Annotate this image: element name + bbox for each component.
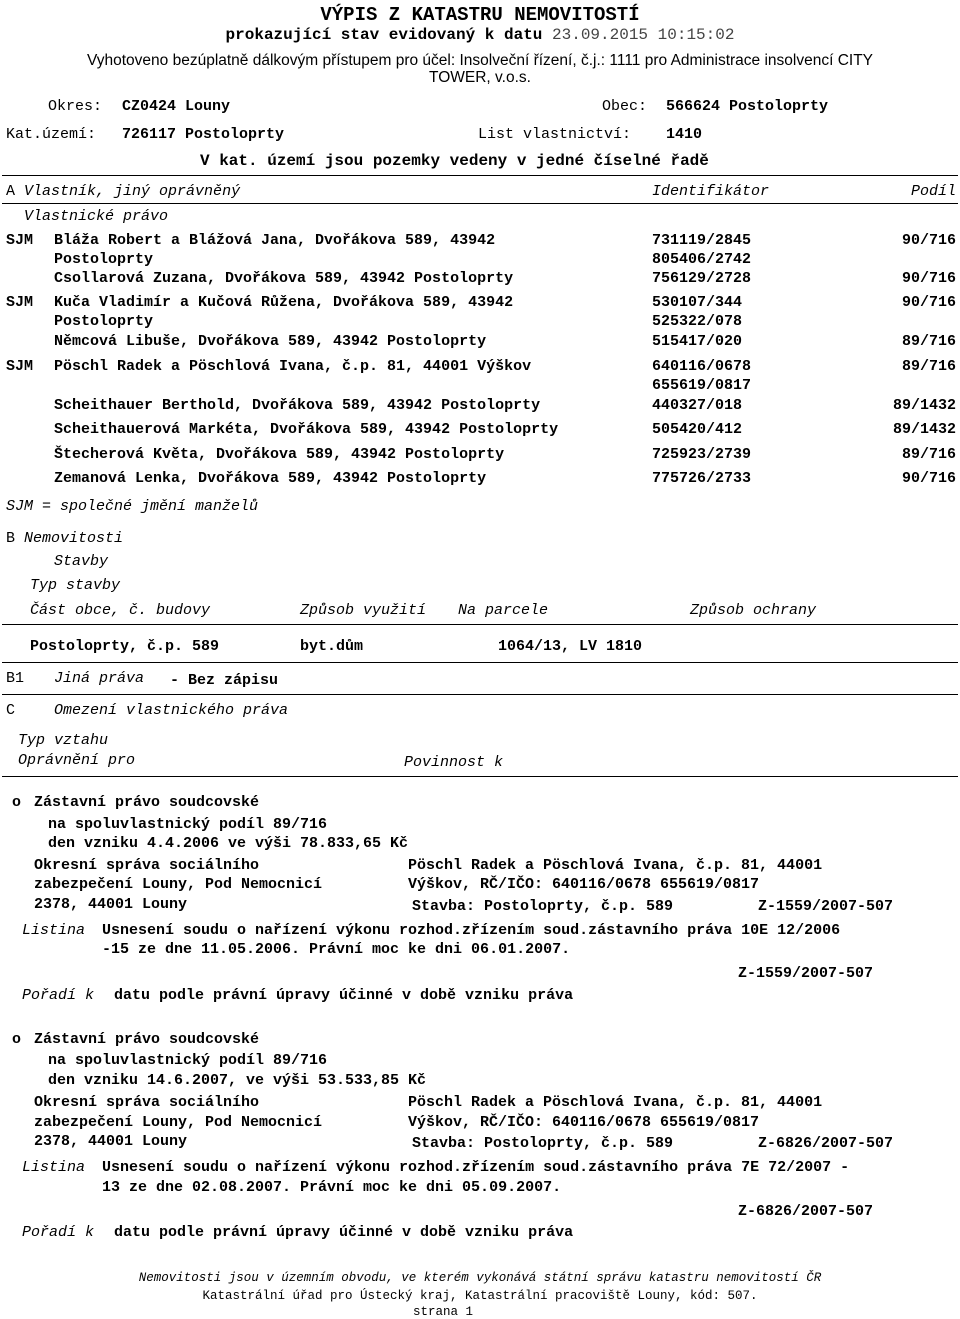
col-protection: Způsob ochrany — [690, 602, 817, 619]
footer-line-1: Nemovitosti jsou v územním obvodu, ve kterém vykonává státní správu katastru nemovitostí ČR — [138, 1271, 822, 1285]
owner-id: 530107/344 — [652, 294, 743, 311]
owner-name: Scheithauer Berthold, Dvořákova 589, 43942 Postoloprty — [54, 397, 541, 414]
building-parcel: 1064/13, LV 1810 — [498, 638, 643, 655]
debtor-line: Pöschl Radek a Pöschlová Ivana, č.p. 81, 44001 — [408, 857, 823, 874]
obec-label: Obec: — [602, 98, 648, 115]
divider — [2, 694, 958, 695]
col-authorized-for: Oprávnění pro — [18, 752, 136, 769]
owner-name: Bláža Robert a Blážová Jana, Dvořákova 589, 43942 — [54, 232, 496, 249]
footer-line-2: Katastrální úřad pro Ústecký kraj, Katastrální pracoviště Louny, kód: 507. — [202, 1289, 758, 1303]
list-label: List vlastnictví: — [478, 126, 632, 143]
lien-title: Zástavní právo soudcovské — [34, 1031, 260, 1048]
debtor-line: Stavba: Postoloprty, č.p. 589 — [412, 898, 674, 915]
divider — [2, 624, 958, 625]
katuzemi-value: 726117 Postoloprty — [122, 126, 285, 143]
debtor-line: Stavba: Postoloprty, č.p. 589 — [412, 1135, 674, 1152]
owner-id: 731119/2845 — [652, 232, 752, 249]
owner-id: 525322/078 — [652, 313, 743, 330]
lien-reference: Z-1559/2007-507 — [758, 898, 894, 915]
divider — [2, 203, 958, 204]
listina-text: Usnesení soudu o nařízení výkonu rozhod.zřízením soud.zástavního práva 7E 72/2007 - — [102, 1159, 850, 1176]
divider — [2, 776, 958, 777]
subtitle-label: prokazující stav evidovaný k datu — [225, 26, 543, 44]
lien-date-amount: den vzniku 4.4.2006 ve výši 78.833,65 Kč — [48, 835, 409, 852]
listina-text: 13 ze dne 02.08.2007. Právní moc ke dni 05.09.2007. — [102, 1179, 562, 1196]
debtor-line: Pöschl Radek a Pöschlová Ivana, č.p. 81, 44001 — [408, 1094, 823, 1111]
owner-name: Němcová Libuše, Dvořákova 589, 43942 Postoloprty — [54, 333, 487, 350]
owner-share: 89/1432 — [892, 397, 956, 414]
owner-name: Postoloprty — [54, 313, 154, 330]
owner-share: 90/716 — [901, 270, 956, 287]
owner-id: 756129/2728 — [652, 270, 752, 287]
poradi-label: Pořadí k — [22, 1224, 95, 1241]
owner-share: 90/716 — [901, 470, 956, 487]
listina-text: -15 ze dne 11.05.2006. Právní moc ke dni 06.01.2007. — [102, 941, 571, 958]
creditor-line: Okresní správa sociálního — [34, 1094, 260, 1111]
document-title: VÝPIS Z KATASTRU NEMOVITOSTÍ — [320, 4, 640, 26]
section-a-heading — [6, 183, 240, 200]
creditor-line: zabezpečení Louny, Pod Nemocnicí — [34, 876, 323, 893]
col-use: Způsob využití — [300, 602, 427, 619]
owner-id: 515417/020 — [652, 333, 743, 350]
obec-value: 566624 Postoloprty — [666, 98, 829, 115]
building-use: byt.dům — [300, 638, 364, 655]
owner-prefix: SJM — [6, 294, 34, 311]
owner-name: Pöschl Radek a Pöschlová Ivana, č.p. 81, 44001 Výškov — [54, 358, 532, 375]
section-letter: B — [6, 530, 16, 547]
lien-date-amount: den vzniku 14.6.2007, ve výši 53.533,85 Kč — [48, 1072, 427, 1089]
owner-share: 89/716 — [901, 358, 956, 375]
katuzemi-label: Kat.území: — [6, 126, 97, 143]
owner-id: 440327/018 — [652, 397, 743, 414]
section-title: Nemovitosti — [24, 530, 124, 547]
owner-share: 89/1432 — [892, 421, 956, 438]
owner-name: Kuča Vladimír a Kučová Růžena, Dvořákova 589, 43942 — [54, 294, 514, 311]
poradi-text: datu podle právní úpravy účinné v době vzniku práva — [114, 987, 574, 1004]
divider — [2, 175, 958, 176]
col-duty-to: Povinnost k — [404, 754, 504, 771]
owner-share: 90/716 — [901, 294, 956, 311]
okres-value: CZ0424 Louny — [122, 98, 231, 115]
footer-page-number: strana 1 — [412, 1305, 473, 1319]
section-a-subheading: Vlastnické právo — [24, 208, 169, 225]
owner-id: 725923/2739 — [652, 446, 752, 463]
section-b-sub-typ: Typ stavby — [30, 577, 121, 594]
creditor-line: 2378, 44001 Louny — [34, 1133, 188, 1150]
owner-name: Csollarová Zuzana, Dvořákova 589, 43942 Postoloprty — [54, 270, 514, 287]
creditor-line: zabezpečení Louny, Pod Nemocnicí — [34, 1114, 323, 1131]
owner-share: 89/716 — [901, 333, 956, 350]
poradi-text: datu podle právní úpravy účinné v době vzniku práva — [114, 1224, 574, 1241]
divider — [2, 662, 958, 663]
col-share: Podíl — [910, 183, 956, 200]
purpose-line-2: TOWER, v.o.s. — [429, 69, 531, 86]
col-identifier: Identifikátor — [652, 183, 770, 200]
section-title: Vlastník, jiný oprávněný — [24, 183, 241, 200]
debtor-line: Výškov, RČ/IČO: 640116/0678 655619/0817 — [408, 876, 760, 893]
debtor-line: Výškov, RČ/IČO: 640116/0678 655619/0817 — [408, 1114, 760, 1131]
col-parcel: Na parcele — [458, 602, 549, 619]
listina-label: Listina — [22, 922, 86, 939]
section-b1-value: - Bez zápisu — [170, 672, 279, 689]
listina-text: Usnesení soudu o nařízení výkonu rozhod.zřízením soud.zástavního práva 10E 12/2006 — [102, 922, 841, 939]
listina-label: Listina — [22, 1159, 86, 1176]
owner-prefix: SJM — [6, 232, 34, 249]
col-part: Část obce, č. budovy — [30, 602, 211, 619]
lien-share: na spoluvlastnický podíl 89/716 — [48, 1052, 328, 1069]
location-note: V kat. území jsou pozemky vedeny v jedné číselné řadě — [200, 152, 709, 170]
lien-reference: Z-6826/2007-507 — [738, 1203, 874, 1220]
section-c-heading: Omezení vlastnického práva — [54, 702, 289, 719]
section-b-sub-stavby: Stavby — [54, 553, 109, 570]
owner-name: Scheithauerová Markéta, Dvořákova 589, 43942 Postoloprty — [54, 421, 559, 438]
section-b1-letter: B1 — [6, 670, 25, 687]
col-relation-type: Typ vztahu — [18, 732, 109, 749]
owner-id: 640116/0678 — [652, 358, 752, 375]
creditor-line: 2378, 44001 Louny — [34, 896, 188, 913]
owner-name: Postoloprty — [54, 251, 154, 268]
lien-share: na spoluvlastnický podíl 89/716 — [48, 816, 328, 833]
section-b1-heading: Jiná práva — [54, 670, 145, 687]
owner-id: 805406/2742 — [652, 251, 752, 268]
lien-reference: Z-1559/2007-507 — [738, 965, 874, 982]
bullet: o — [12, 794, 22, 811]
building-part: Postoloprty, č.p. 589 — [30, 638, 220, 655]
owner-name: Zemanová Lenka, Dvořákova 589, 43942 Postoloprty — [54, 470, 487, 487]
poradi-label: Pořadí k — [22, 987, 95, 1004]
bullet: o — [12, 1031, 22, 1048]
section-b-heading — [6, 530, 123, 547]
sjm-note: SJM = společné jmění manželů — [6, 498, 259, 515]
section-c-letter: C — [6, 702, 16, 719]
owner-share: 89/716 — [901, 446, 956, 463]
okres-label: Okres: — [48, 98, 103, 115]
section-letter: A — [6, 183, 16, 200]
owner-id: 775726/2733 — [652, 470, 752, 487]
subtitle-date: 23.09.2015 10:15:02 — [552, 26, 735, 44]
owner-prefix: SJM — [6, 358, 34, 375]
lien-reference: Z-6826/2007-507 — [758, 1135, 894, 1152]
owner-id: 505420/412 — [652, 421, 743, 438]
list-value: 1410 — [666, 126, 703, 143]
lien-title: Zástavní právo soudcovské — [34, 794, 260, 811]
purpose-line-1: Vyhotoveno bezúplatně dálkovým přístupem pro účel: Insolveční řízení, č.j.: 1111 pro Administrace insolvencí CITY — [86, 52, 873, 69]
document-subtitle — [0, 27, 960, 44]
owner-id: 655619/0817 — [652, 377, 752, 394]
owner-name: Štecherová Květa, Dvořákova 589, 43942 Postoloprty — [54, 446, 505, 463]
owner-share: 90/716 — [901, 232, 956, 249]
creditor-line: Okresní správa sociálního — [34, 857, 260, 874]
